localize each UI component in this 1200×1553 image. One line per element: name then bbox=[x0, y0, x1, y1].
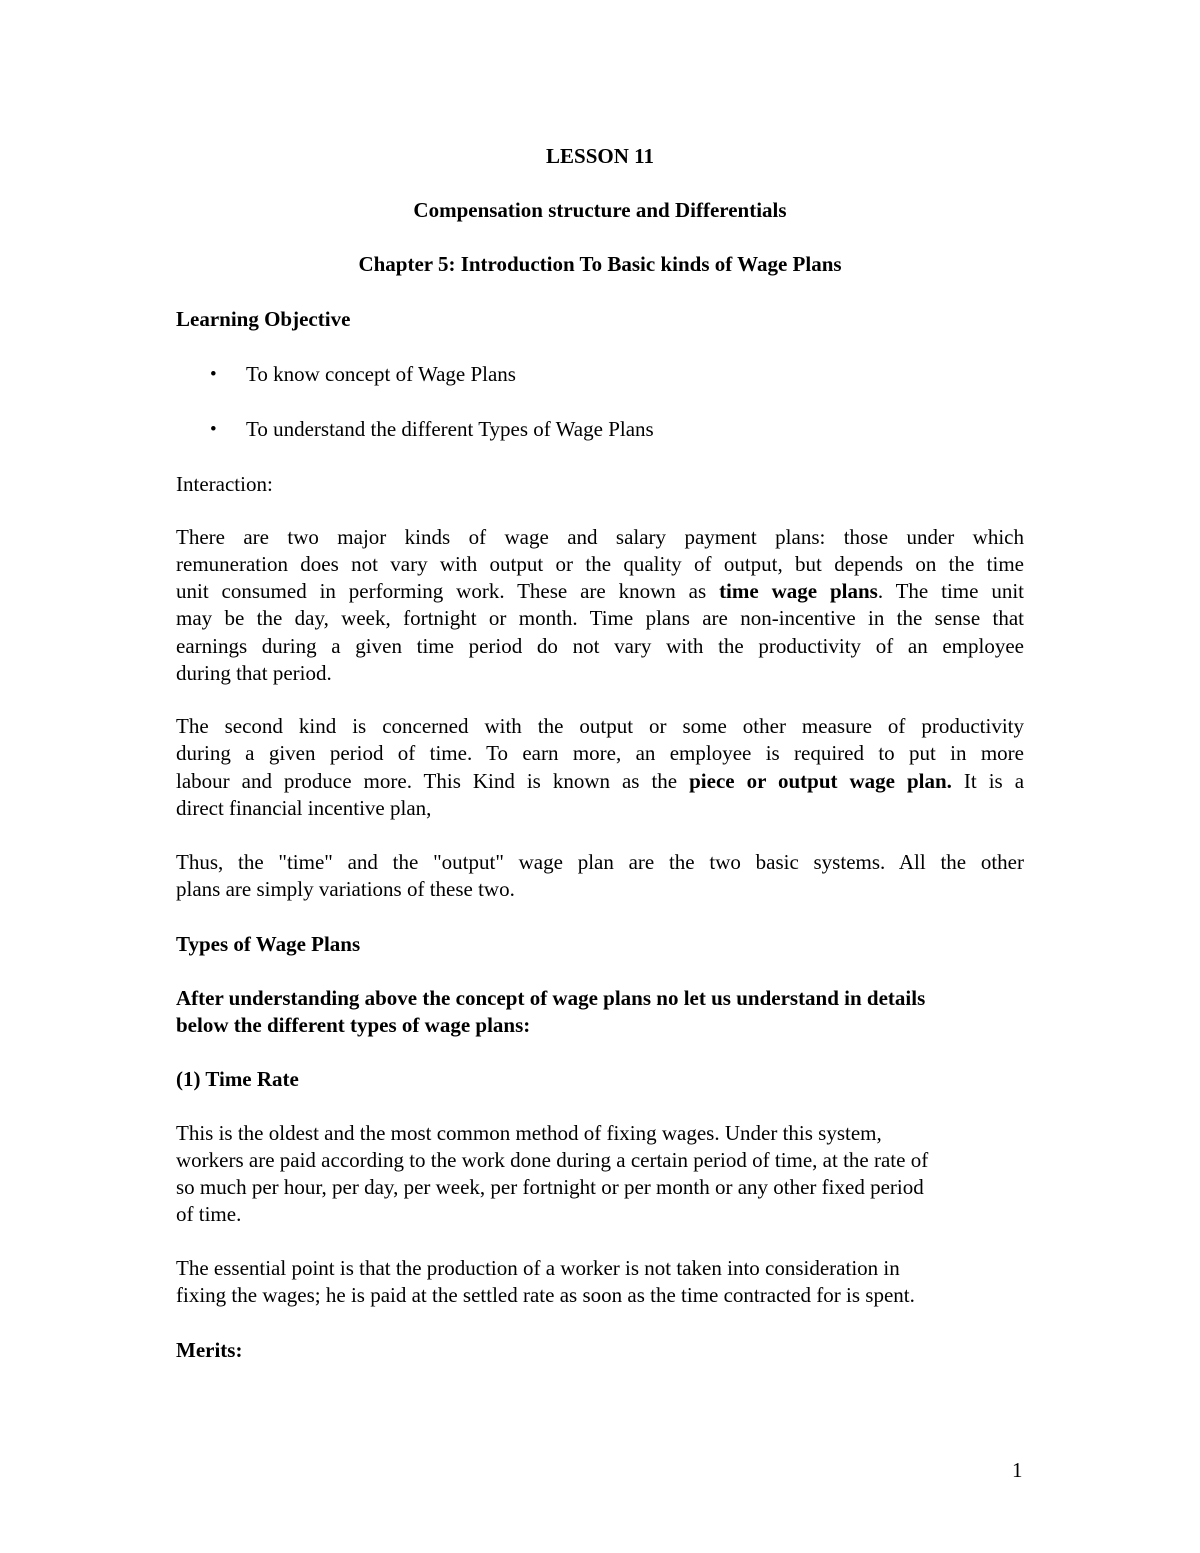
paragraph-line: fixing the wages; he is paid at the settled rate as soon as the time contracted for is spent. bbox=[176, 1283, 915, 1307]
objectives-heading: Learning Objective bbox=[176, 307, 351, 331]
objective-item: To understand the different Types of Wage Plans bbox=[246, 417, 654, 441]
paragraph-line: during that period. bbox=[176, 661, 332, 685]
paragraph-line: The second kind is concerned with the output or some other measure of productivity bbox=[176, 714, 1024, 738]
merits-heading: Merits: bbox=[176, 1338, 243, 1362]
paragraph-line: The essential point is that the production of a worker is not taken into consideration in bbox=[176, 1256, 900, 1280]
paragraph-line: direct financial incentive plan, bbox=[176, 796, 432, 820]
paragraph-line: After understanding above the concept of wage plans no let us understand in details bbox=[176, 986, 926, 1010]
paragraph-line: This is the oldest and the most common method of fixing wages. Under this system, bbox=[176, 1121, 882, 1145]
paragraph-line: labour and produce more. This Kind is known as the piece or output wage plan. It is a bbox=[176, 769, 1025, 793]
paragraph-line: workers are paid according to the work done during a certain period of time, at the rate of bbox=[176, 1148, 929, 1172]
page-number: 1 bbox=[1012, 1458, 1023, 1482]
paragraph-line: of time. bbox=[176, 1202, 242, 1226]
paragraph-line: There are two major kinds of wage and salary payment plans: those under which bbox=[176, 525, 1024, 549]
bullet-icon: • bbox=[210, 364, 217, 385]
term-output-wage-plan: piece or output wage plan. bbox=[689, 769, 952, 793]
paragraph-line: unit consumed in performing work. These are known as time wage plans. The time unit bbox=[176, 579, 1024, 603]
chapter-title: Chapter 5: Introduction To Basic kinds of Wage Plans bbox=[358, 252, 842, 276]
paragraph-line: during a given period of time. To earn more, an employee is required to put in more bbox=[176, 741, 1024, 765]
term-time-wage-plans: time wage plans bbox=[719, 579, 878, 603]
bullet-icon: • bbox=[210, 419, 217, 440]
paragraph-line: plans are simply variations of these two. bbox=[176, 877, 515, 901]
lesson-title: LESSON 11 bbox=[546, 144, 654, 168]
paragraph-line: remuneration does not vary with output or the quality of output, but depends on the time bbox=[176, 552, 1024, 576]
objective-item: To know concept of Wage Plans bbox=[246, 362, 516, 386]
paragraph-line: so much per hour, per day, per week, per fortnight or per month or any other fixed period bbox=[176, 1175, 924, 1199]
paragraph-line: below the different types of wage plans: bbox=[176, 1013, 531, 1037]
paragraph-line: earnings during a given time period do not vary with the productivity of an employee bbox=[176, 634, 1024, 658]
types-heading: Types of Wage Plans bbox=[176, 932, 361, 956]
lesson-subtitle: Compensation structure and Differentials bbox=[413, 198, 787, 222]
interaction-label: Interaction: bbox=[176, 472, 273, 496]
paragraph-line: Thus, the "time" and the "output" wage plan are the two basic systems. All the other bbox=[176, 850, 1024, 874]
time-rate-heading: (1) Time Rate bbox=[176, 1067, 299, 1091]
paragraph-line: may be the day, week, fortnight or month. Time plans are non-incentive in the sense that bbox=[176, 606, 1024, 630]
